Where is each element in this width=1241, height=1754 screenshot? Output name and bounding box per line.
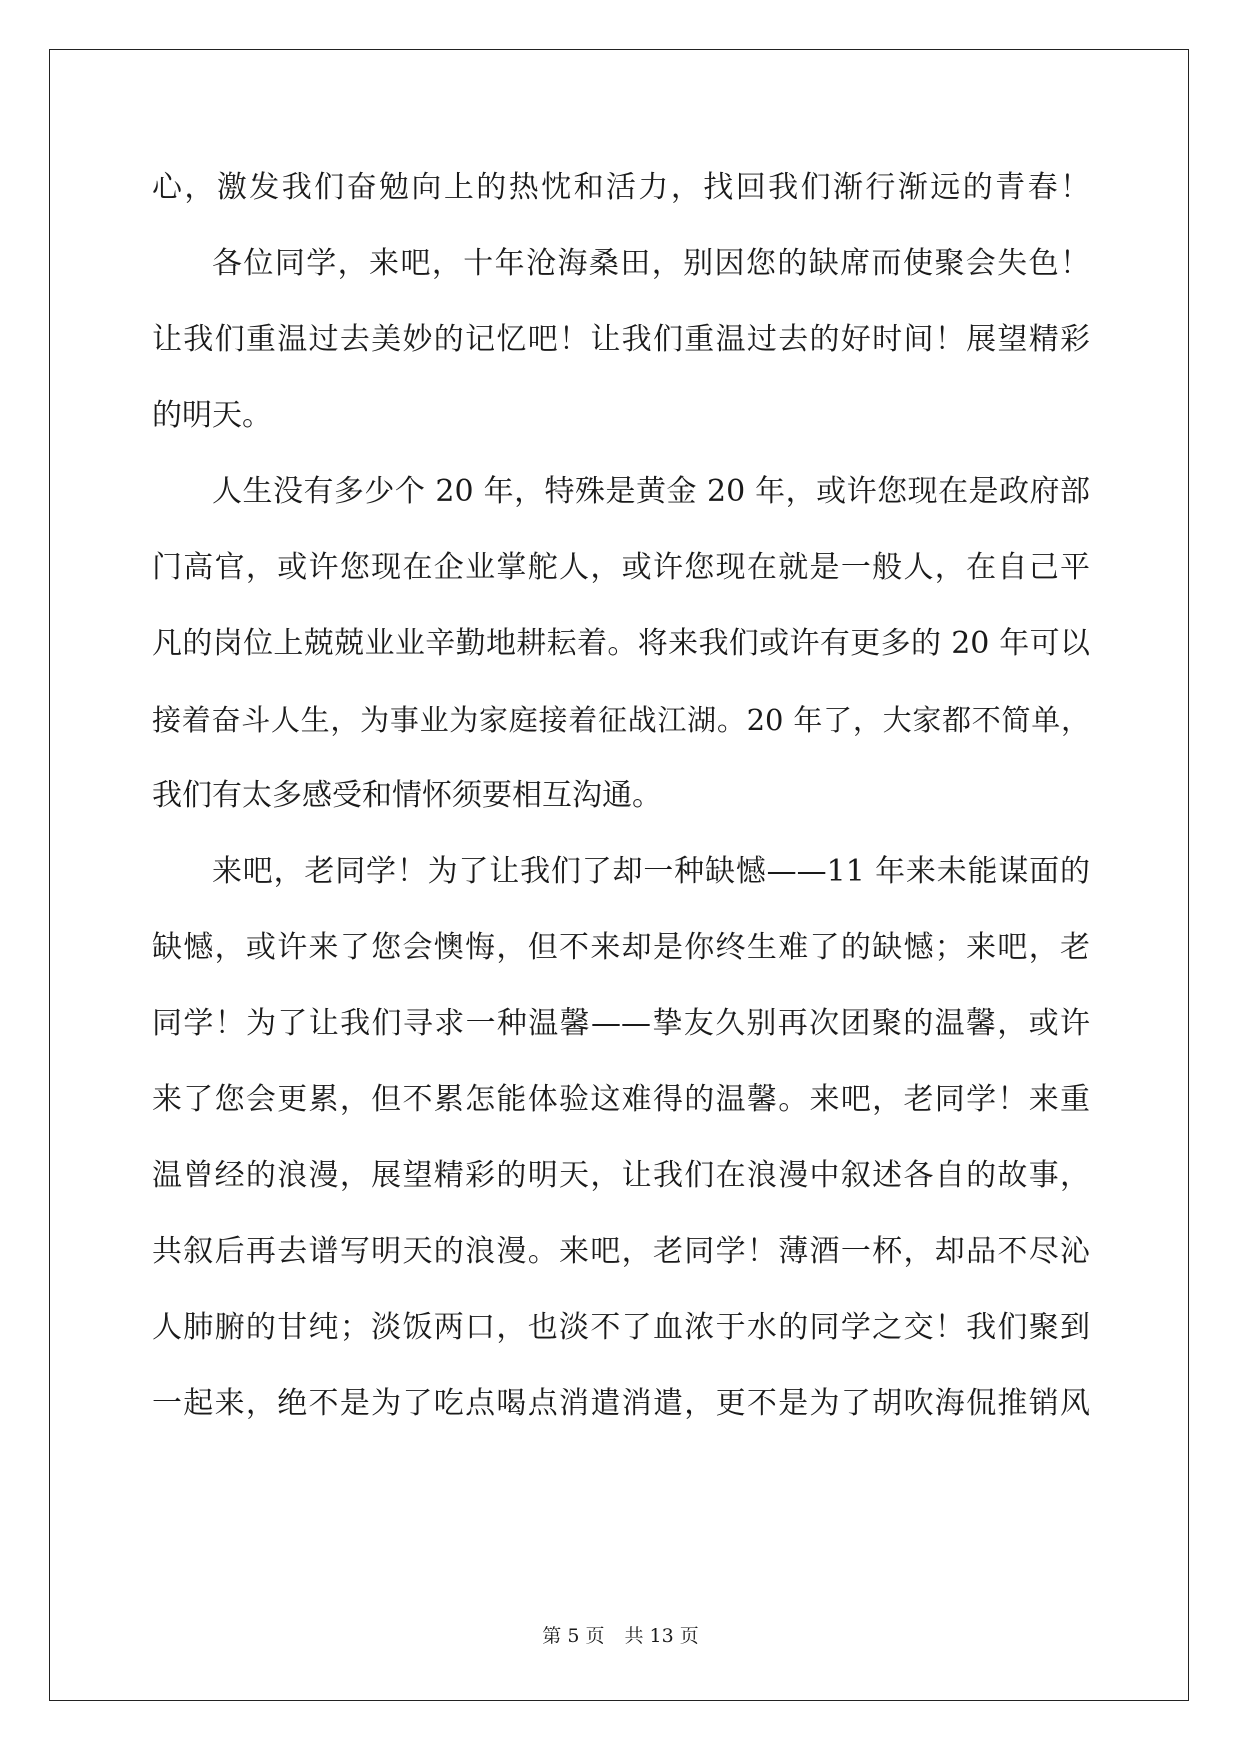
text-line: 心，激发我们奋勉向上的热忱和活力，找回我们渐行渐远的青春！ — [152, 170, 1090, 205]
text-line: 共叙后再去谱写明天的浪漫。来吧，老同学！薄酒一杯，却品不尽沁 — [152, 1234, 1090, 1269]
text-line: 接着奋斗人生，为事业为家庭接着征战江湖。20 年了，大家都不简单， — [152, 703, 1090, 737]
text-line: 一起来，绝不是为了吃点喝点消遣消遣，更不是为了胡吹海侃推销风 — [152, 1386, 1090, 1421]
text-line: 让我们重温过去美妙的记忆吧！让我们重温过去的好时间！展望精彩 — [152, 322, 1090, 357]
text-line: 凡的岗位上兢兢业业辛勤地耕耘着。将来我们或许有更多的 20 年可以 — [152, 626, 1090, 661]
text-line: 人生没有多少个 20 年，特殊是黄金 20 年，或许您现在是政府部 — [212, 474, 1090, 509]
text-line: 我们有太多感受和情怀须要相互沟通。 — [152, 778, 662, 813]
text-line: 人肺腑的甘纯；淡饭两口，也淡不了血浓于水的同学之交！我们聚到 — [152, 1310, 1090, 1345]
text-line: 缺憾，或许来了您会懊悔，但不来却是你终生难了的缺憾；来吧，老 — [152, 930, 1090, 965]
text-line: 的明天。 — [152, 398, 272, 433]
document-body — [152, 163, 1090, 1455]
text-line: 门高官，或许您现在企业掌舵人，或许您现在就是一般人，在自己平 — [152, 550, 1090, 585]
text-line: 来了您会更累，但不累怎能体验这难得的温馨。来吧，老同学！来重 — [152, 1082, 1090, 1117]
text-line: 同学！为了让我们寻求一种温馨——挚友久别再次团聚的温馨，或许 — [152, 1006, 1090, 1041]
text-line: 各位同学，来吧，十年沧海桑田，别因您的缺席而使聚会失色！ — [212, 246, 1090, 281]
text-line: 来吧，老同学！为了让我们了却一种缺憾——11 年来未能谋面的 — [212, 854, 1090, 889]
text-line: 温曾经的浪漫，展望精彩的明天，让我们在浪漫中叙述各自的故事， — [152, 1158, 1090, 1193]
page-footer — [0, 1624, 1241, 1648]
page-number: 第 5 页 — [542, 1625, 605, 1647]
page-total: 共 13 页 — [624, 1625, 699, 1647]
